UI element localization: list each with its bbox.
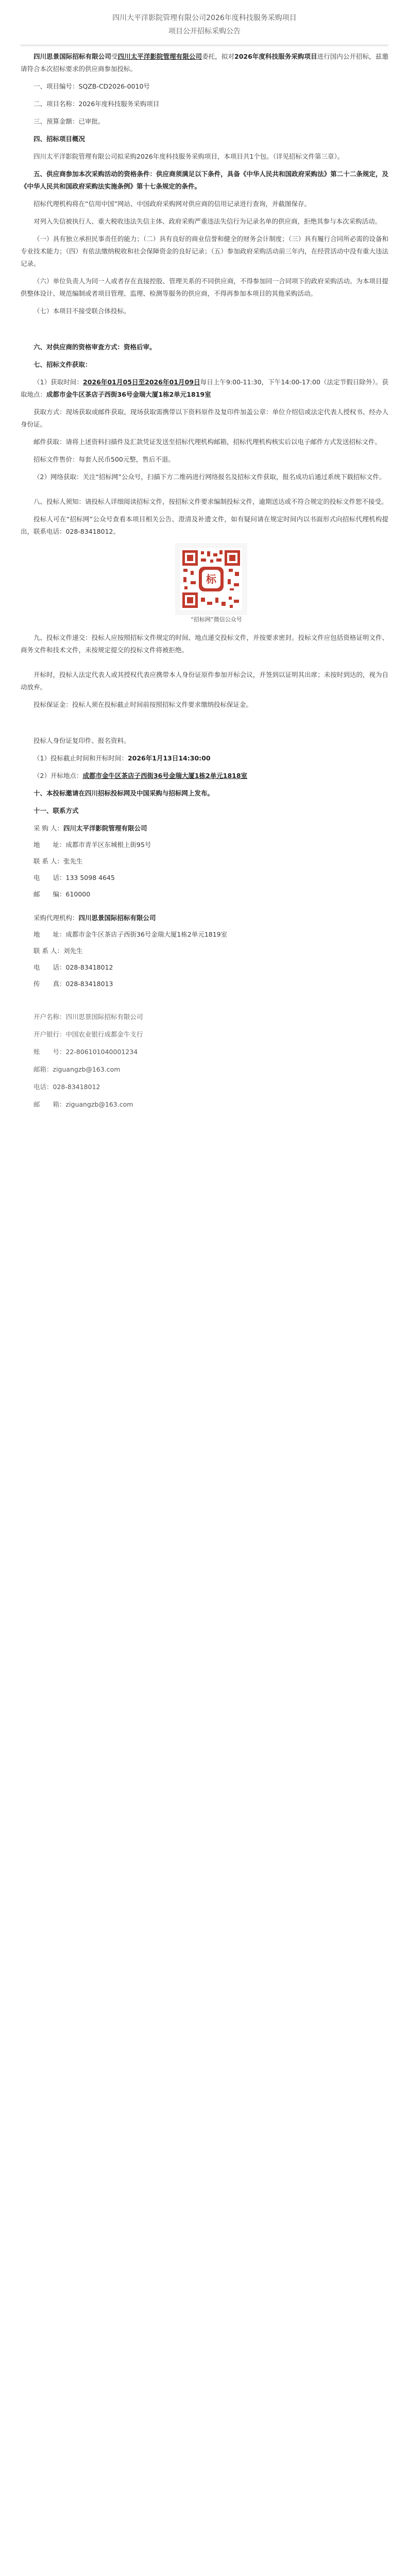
intro-text-3: 进行国内公开招标，兹邀请符合本次招标要求的供应商参加投标。 <box>21 53 388 73</box>
buyer-phone: 电 话：133 5098 4645 <box>33 874 115 882</box>
deadline-value: 2026年1月13日14:30:00 <box>127 754 211 762</box>
intro-text-1: 受 <box>111 53 118 60</box>
buyer-person: 联 系 人：张先生 <box>33 857 83 865</box>
qualification-paragraph-3: （一）具有独立承担民事责任的能力；（二）具有良好的商业信誉和健全的财务会计制度；（三）具有履行合同所必需的设备和专业技术能力；（四）有依法缴纳税收和社会保障资金的良好记录；（五）参加政府采购活动前三年内，在经营活动中没有重大违法记录。 <box>21 235 388 267</box>
submission-paragraph-2: 开标时，投标人法定代表人或其授权代表应携带本人身份证原件参加开标会议，并签到以证明其出席；未按时到达的，视为自动放弃。 <box>21 671 388 691</box>
deadline-line <box>21 752 388 765</box>
document-acquisition-heading: 七、招标文件获取： <box>33 361 92 368</box>
buyer-postcode: 邮 编：610000 <box>33 890 91 898</box>
acquisition-place: 成都市金牛区茶店子西街36号金瑞大厦1栋2单元1819室 <box>46 391 211 398</box>
agency-line <box>21 912 388 924</box>
project-number-line <box>21 80 388 93</box>
qr-caption: “招标网”微信公众号 <box>191 616 242 623</box>
buyer-address: 地 址：成都市青羊区东城根上街95号 <box>33 841 151 849</box>
acquisition-hours: 每日上午9:00-11:30，下午14:00-17:00（法定节假日除外）。 <box>200 378 382 386</box>
footer-email-label: 邮箱： <box>33 1065 53 1073</box>
publication-line: 十、本投标邀请在四川招标投标网及中国采购与招标网上发布。 <box>33 789 214 797</box>
project-name-line: 二、项目名称：2026年度科技服务采购项目 <box>33 100 160 108</box>
footer-email-line <box>21 1063 388 1076</box>
buyer-line <box>21 822 388 835</box>
qualification-paragraph-2: 对列入失信被执行人、重大税收违法失信主体、政府采购严重违法失信行为记录名单的供应商，拒绝其参与本次采购活动。 <box>33 217 382 225</box>
budget-line: 三、预算金额：已审批。 <box>33 117 105 125</box>
qr-code-graphic <box>180 548 242 610</box>
scope-heading: 四、招标项目概况 <box>33 135 86 143</box>
acquisition-email: 邮件获取：请将上述资料扫描件及汇款凭证发送至招标代理机构邮箱，招标代理机构核实后以电子邮件方式发送招标文件。 <box>33 438 382 446</box>
scope-paragraph-2: 五、供应商参加本次采购活动的资格条件：供应商须满足以下条件，具备《中华人民共和国政府采购法》第二十二条规定，及《中华人民共和国政府采购法实施条例》第十七条规定的条件。 <box>21 170 388 190</box>
title-divider <box>21 44 388 46</box>
svg-text:标: 标 <box>206 573 216 585</box>
submission-paragraph-1: 九、投标文件递交：投标人应按照招标文件规定的时间、地点递交投标文件，并按要求密封。投标文件应包括资格证明文件、商务文件和技术文件，未按规定提交的投标文件将被拒绝。 <box>21 634 388 654</box>
project-number-label: 一、项目编号： <box>33 82 79 90</box>
bidder-notice-1: 八、投标人须知：请投标人详细阅读招标文件，按招标文件要求编制投标文件，逾期送达或不符合规定的投标文件恕不接受。 <box>33 498 388 505</box>
opening-address: 成都市金牛区茶店子西街36号金瑞大厦1栋2单元1818室 <box>82 772 248 779</box>
qr-code-block <box>175 543 258 624</box>
buyer-contact-name: 四川太平洋影院管理有限公司 <box>63 824 147 832</box>
acquisition-time-line <box>21 376 388 401</box>
qr-code-icon[interactable] <box>175 543 247 615</box>
scope-paragraph-1: 四川太平洋影院管理有限公司拟采购2026年度科技服务采购项目，本项目共1个包。（详见招标文件第三章）。 <box>33 152 344 160</box>
footer <box>21 1011 388 1111</box>
acquisition-time-label: （1）获取时间： <box>33 378 83 386</box>
agency-phone: 电 话：028-83418012 <box>33 963 113 971</box>
project-name: 2026年度科技服务采购项目 <box>234 53 317 60</box>
agency-email[interactable]: 邮 箱：ziguangzb@163.com <box>33 1100 133 1108</box>
opening-address-line <box>21 770 388 782</box>
intro-text-2: 委托，拟对 <box>202 53 234 60</box>
footer-phone: 电话：028-83418012 <box>33 1083 100 1091</box>
project-number: SQZB-CD2026-0010号 <box>78 82 150 90</box>
title-block <box>21 11 388 38</box>
agency-address: 地 址：成都市金牛区茶店子西街36号金瑞大厦1栋2单元1819室 <box>33 930 228 938</box>
opening-address-label: （2）开标地点： <box>33 772 83 779</box>
agency-label: 采购代理机构： <box>33 914 79 922</box>
account-number: 账 号：22-806101040001234 <box>33 1048 138 1056</box>
agency-fax: 传 真：028-83418013 <box>33 980 113 988</box>
acquisition-method: 获取方式：现场获取或邮件获取。现场获取需携带以下资料原件及复印件加盖公章：单位介绍信或法定代表人授权书、经办人身份证。 <box>21 408 388 428</box>
online-acquisition: （2）网络获取：关注“招标网”公众号，扫描下方二维码进行网络报名及招标文件获取，报名成功后通过系统下载招标文件。 <box>33 473 386 481</box>
qualification-paragraph-4: （六）单位负责人为同一人或者存在直接控股、管理关系的不同供应商，不得参加同一合同项下的政府采购活动。为本项目提供整体设计、规范编制或者项目管理、监理、检测等服务的供应商，不得再参加本项目的其他采购活动。 <box>21 277 388 297</box>
document-price: 招标文件售价：每套人民币500元整，售后不退。 <box>33 455 175 463</box>
contact-heading: 十一、联系方式 <box>33 807 79 815</box>
review-method-line: 六、对供应商的资格审查方式：资格后审。 <box>33 343 156 351</box>
buyer-name: 四川太平洋影院管理有限公司 <box>117 53 202 60</box>
intro-paragraph <box>21 50 388 75</box>
required-materials: 投标人身份证复印件、报名资料。 <box>33 737 130 744</box>
announcement-page <box>0 0 409 1137</box>
account-name: 开户名称：四川思景国际招标有限公司 <box>33 1013 143 1021</box>
deadline-label: （1）投标截止时间和开标时间： <box>33 754 128 762</box>
page-subtitle: 项目公开招标采购公告 <box>168 27 241 36</box>
submission-paragraph-3: 投标保证金：投标人须在投标截止时间前按照招标文件要求缴纳投标保证金。 <box>33 701 253 708</box>
buyer-label: 采 购 人： <box>33 824 63 832</box>
account-bank: 开户银行：中国农业银行成都金牛支行 <box>33 1030 143 1038</box>
agency-person: 联 系 人：刘先生 <box>33 947 83 955</box>
qualification-paragraph-1: 招标代理机构将在“信用中国”网站、中国政府采购网对供应商的信用记录进行查询，并截图保存。 <box>33 200 311 208</box>
bidder-notice-2: 投标人可在“招标网”公众号查看本项目相关公告、澄清及补遗文件，如有疑问请在规定时间内以书面形式向招标代理机构提出，联系电话：028-83418012。 <box>21 515 388 535</box>
acquisition-place-label: 获取地点： <box>21 378 388 398</box>
acquisition-time: 2026年01月05日至2026年01月09日 <box>83 378 200 386</box>
qualification-paragraph-5: （七）本项目不接受联合体投标。 <box>33 307 130 315</box>
agency-name: 四川思景国际招标有限公司 <box>33 53 111 60</box>
footer-email[interactable]: ziguangzb@163.com <box>53 1065 121 1073</box>
page-title: 四川大平洋影院管理有限公司2026年度科技服务采购项目 <box>112 14 297 22</box>
agency-contact-name: 四川思景国际招标有限公司 <box>78 914 156 922</box>
